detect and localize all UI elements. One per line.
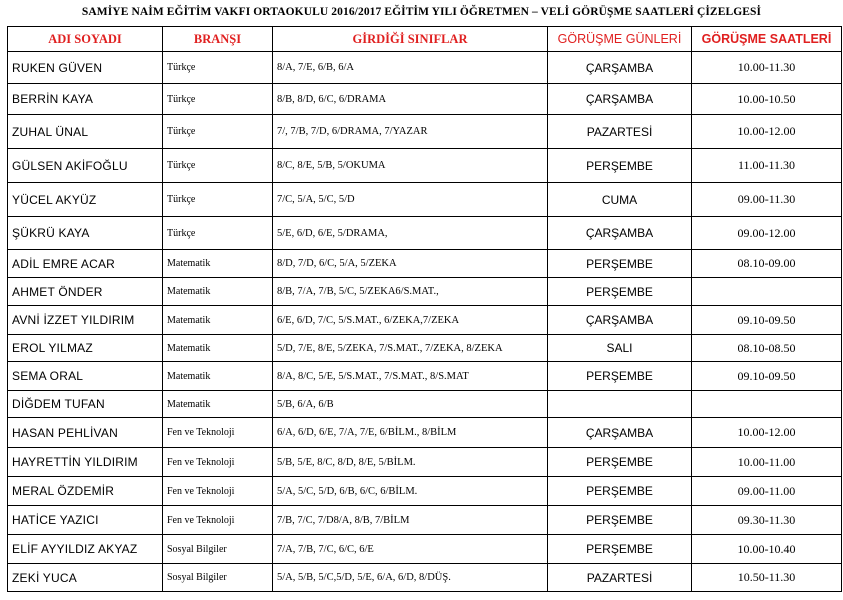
table-row [8,217,842,250]
meeting-day: ÇARŞAMBA [548,217,692,250]
teacher-branch: Fen ve Teknoloji [163,448,273,477]
meeting-day: PAZARTESİ [548,564,692,592]
teacher-name: RUKEN GÜVEN [8,52,163,84]
teacher-branch: Matematik [163,362,273,391]
teacher-name: ADİL EMRE ACAR [8,250,163,278]
header-hours: GÖRÜŞME SAATLERİ [692,27,842,52]
teacher-branch: Matematik [163,250,273,278]
teacher-branch: Fen ve Teknoloji [163,477,273,506]
teacher-branch: Türkçe [163,115,273,149]
meeting-time: 11.00-11.30 [692,149,842,183]
teacher-classes: 8/B, 7/A, 7/B, 5/C, 5/ZEKA6/S.MAT., [273,278,548,306]
meeting-time: 09.00-11.00 [692,477,842,506]
teacher-classes: 8/A, 8/C, 5/E, 5/S.MAT., 7/S.MAT., 8/S.MAT [273,362,548,391]
table-row [8,149,842,183]
teacher-branch: Sosyal Bilgiler [163,535,273,564]
teacher-branch: Fen ve Teknoloji [163,418,273,448]
teacher-branch: Türkçe [163,149,273,183]
teacher-classes: 5/A, 5/B, 5/C,5/D, 5/E, 6/A, 6/D, 8/DÜŞ. [273,564,548,592]
meeting-time: 09.10-09.50 [692,362,842,391]
teacher-name: ELİF AYYILDIZ AKYAZ [8,535,163,564]
table-row [8,362,842,391]
teacher-branch: Matematik [163,391,273,418]
meeting-time: 10.00-12.00 [692,418,842,448]
meeting-day: ÇARŞAMBA [548,84,692,115]
meeting-day: ÇARŞAMBA [548,418,692,448]
teacher-name: MERAL ÖZDEMİR [8,477,163,506]
teacher-name: HAYRETTİN YILDIRIM [8,448,163,477]
meeting-time: 08.10-09.00 [692,250,842,278]
table-row [8,391,842,418]
document-title: SAMİYE NAİM EĞİTİM VAKFI ORTAOKULU 2016/2017 EĞİTİM YILI ÖĞRETMEN – VELİ GÖRÜŞME SAATLERİ ÇİZELGESİ [81,6,762,18]
teacher-name: BERRİN KAYA [8,84,163,115]
meeting-day: PAZARTESİ [548,115,692,149]
teacher-classes: 5/A, 5/C, 5/D, 6/B, 6/C, 6/BİLM. [273,477,548,506]
meeting-time: 10.00-10.50 [692,84,842,115]
meeting-day: PERŞEMBE [548,149,692,183]
meeting-day [548,391,692,418]
table-row [8,115,842,149]
teacher-name: ZUHAL ÜNAL [8,115,163,149]
meeting-day: CUMA [548,183,692,217]
table-row [8,278,842,306]
teacher-branch: Türkçe [163,52,273,84]
meeting-day: ÇARŞAMBA [548,306,692,335]
teacher-branch: Matematik [163,278,273,306]
meeting-time: 09.30-11.30 [692,506,842,535]
teacher-name: HASAN PEHLİVAN [8,418,163,448]
teacher-classes: 8/A, 7/E, 6/B, 6/A [273,52,548,84]
teacher-name: AVNİ İZZET YILDIRIM [8,306,163,335]
header-classes: GİRDİĞİ SINIFLAR [273,27,548,52]
meeting-day: SALI [548,335,692,362]
teacher-classes: 8/D, 7/D, 6/C, 5/A, 5/ZEKA [273,250,548,278]
header-row [8,27,842,52]
meeting-day: PERŞEMBE [548,278,692,306]
meeting-day: PERŞEMBE [548,535,692,564]
teacher-name: SEMA ORAL [8,362,163,391]
meeting-day: PERŞEMBE [548,506,692,535]
teacher-name: ZEKİ YUCA [8,564,163,592]
teacher-name: DİĞDEM TUFAN [8,391,163,418]
teacher-classes: 5/B, 6/A, 6/B [273,391,548,418]
teacher-classes: 5/E, 6/D, 6/E, 5/DRAMA, [273,217,548,250]
meeting-day: ÇARŞAMBA [548,52,692,84]
teacher-classes: 7/C, 5/A, 5/C, 5/D [273,183,548,217]
table-row [8,506,842,535]
teacher-classes: 5/D, 7/E, 8/E, 5/ZEKA, 7/S.MAT., 7/ZEKA, 8/ZEKA [273,335,548,362]
meeting-time: 10.00-10.40 [692,535,842,564]
teacher-classes: 6/A, 6/D, 6/E, 7/A, 7/E, 6/BİLM., 8/BİLM [273,418,548,448]
teacher-branch: Türkçe [163,183,273,217]
teacher-name: EROL YILMAZ [8,335,163,362]
meeting-time: 09.00-12.00 [692,217,842,250]
teacher-classes: 7/, 7/B, 7/D, 6/DRAMA, 7/YAZAR [273,115,548,149]
table-row [8,477,842,506]
teacher-name: YÜCEL AKYÜZ [8,183,163,217]
teacher-branch: Türkçe [163,217,273,250]
meeting-day: PERŞEMBE [548,362,692,391]
teacher-name: GÜLSEN AKİFOĞLU [8,149,163,183]
meeting-time: 08.10-08.50 [692,335,842,362]
teacher-branch: Türkçe [163,84,273,115]
meeting-day: PERŞEMBE [548,448,692,477]
teacher-branch: Matematik [163,335,273,362]
meeting-time: 10.50-11.30 [692,564,842,592]
meeting-time: 10.00-11.30 [692,52,842,84]
teacher-branch: Sosyal Bilgiler [163,564,273,592]
teacher-classes: 7/B, 7/C, 7/D8/A, 8/B, 7/BİLM [273,506,548,535]
teacher-name: HATİCE YAZICI [8,506,163,535]
meeting-time: 09.10-09.50 [692,306,842,335]
teacher-classes: 8/C, 8/E, 5/B, 5/OKUMA [273,149,548,183]
table-row [8,448,842,477]
teacher-name: ŞÜKRÜ KAYA [8,217,163,250]
meeting-time: 10.00-11.00 [692,448,842,477]
schedule-table [7,26,842,592]
teacher-name: AHMET ÖNDER [8,278,163,306]
table-row [8,52,842,84]
meeting-time [692,278,842,306]
table-row [8,306,842,335]
meeting-time: 09.00-11.30 [692,183,842,217]
teacher-classes: 6/E, 6/D, 7/C, 5/S.MAT., 6/ZEKA,7/ZEKA [273,306,548,335]
table-row [8,564,842,592]
meeting-time [692,391,842,418]
meeting-time: 10.00-12.00 [692,115,842,149]
table-row [8,418,842,448]
table-row [8,183,842,217]
meeting-day: PERŞEMBE [548,250,692,278]
teacher-classes: 8/B, 8/D, 6/C, 6/DRAMA [273,84,548,115]
teacher-branch: Fen ve Teknoloji [163,506,273,535]
table-row [8,535,842,564]
teacher-classes: 5/B, 5/E, 8/C, 8/D, 8/E, 5/BİLM. [273,448,548,477]
table-row [8,250,842,278]
teacher-classes: 7/A, 7/B, 7/C, 6/C, 6/E [273,535,548,564]
teacher-branch: Matematik [163,306,273,335]
header-days: GÖRÜŞME GÜNLERİ [548,27,692,52]
table-row [8,84,842,115]
header-name: ADI SOYADI [8,27,163,52]
header-branch: BRANŞI [163,27,273,52]
table-row [8,335,842,362]
meeting-day: PERŞEMBE [548,477,692,506]
